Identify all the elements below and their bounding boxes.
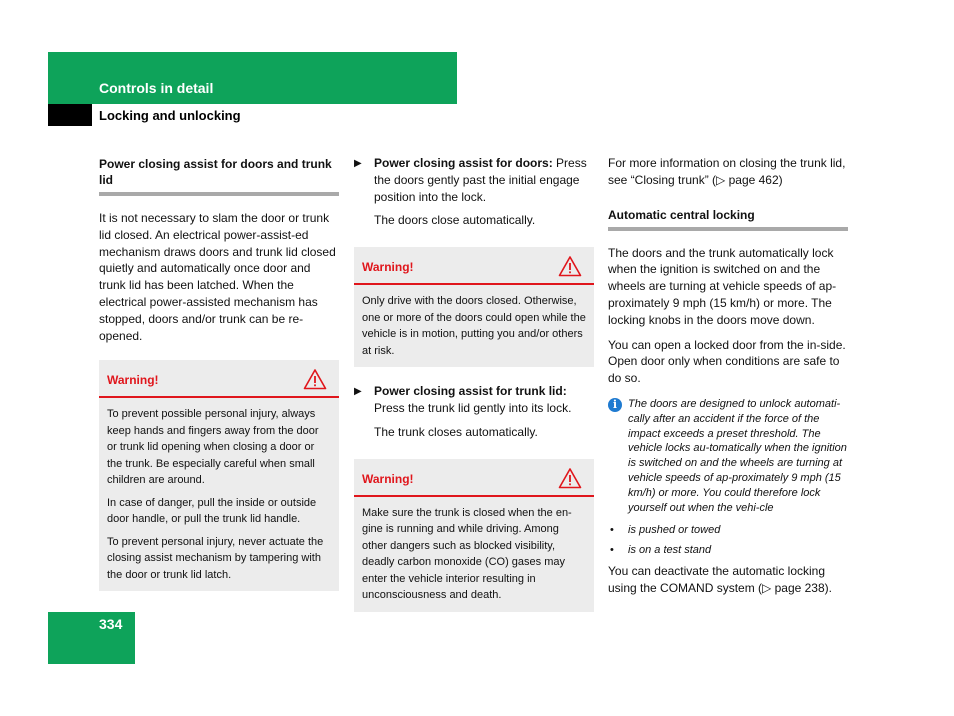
list-item-text: is pushed or towed	[628, 524, 721, 537]
header-black-tab	[48, 104, 92, 126]
step-text: Press the doors gently past the initial engage position into the lock.	[374, 156, 587, 204]
step-result: The doors close automatically.	[374, 213, 536, 228]
column-middle	[354, 155, 594, 612]
section-heading: Power closing assist for doors and trunk lid	[99, 156, 339, 196]
column-left	[99, 155, 339, 591]
warning-text: Make sure the trunk is closed when the en-gine is running and while driving. Among other dangers such as blocked visibility, deadly carbon monoxide (CO) gases may enter the vehicle interior resulting in unconsciousness and death.	[362, 506, 572, 602]
section-heading: Automatic central locking	[608, 207, 848, 231]
list-item: • is pushed or towed	[610, 524, 721, 537]
warning-triangle-icon	[558, 255, 582, 277]
info-text: The doors are designed to unlock automati-cally after an accident if the force of the impact exceeds a preset threshold. The vehicle locks au-tomatically when the ignition is switched on and the wheels are turning at vehicle speeds of ap-proximately 9 mph (15 km/h) or more. You could therefore lock yourself out when the vehi-cle	[628, 397, 847, 514]
bullet-list	[608, 523, 848, 557]
step-result: The trunk closes automatically.	[374, 424, 538, 439]
warning-body	[99, 398, 339, 591]
warning-box	[99, 360, 339, 591]
header-green-bar	[48, 52, 457, 104]
warning-header	[354, 247, 594, 285]
warning-triangle-icon	[558, 467, 582, 489]
info-note	[608, 397, 848, 515]
warning-box	[354, 247, 594, 367]
warning-header	[354, 459, 594, 497]
body-paragraph: You can open a locked door from the in-side. Open door only when conditions are safe to do so.	[608, 337, 846, 386]
warning-body	[354, 497, 594, 612]
warning-label: Warning!	[362, 471, 414, 486]
instruction-step	[354, 383, 594, 417]
warning-box	[354, 459, 594, 612]
subsection-title: Locking and unlocking	[99, 108, 241, 123]
step-lead: Power closing assist for trunk lid:	[374, 384, 567, 399]
warning-text: To prevent personal injury, never actuate the closing assist mechanism by tampering with the door or trunk lid latch.	[107, 535, 324, 581]
warning-text: To prevent possible personal injury, always keep hands and fingers away from the door or trunk lid opening when closing a door or the trunk. Be especially careful when small children are around.	[107, 408, 319, 487]
warning-label: Warning!	[107, 373, 159, 388]
instruction-step	[354, 155, 594, 205]
step-lead: Power closing assist for doors:	[374, 156, 553, 170]
step-arrow-icon: ▶	[354, 386, 362, 398]
body-paragraph: It is not necessary to slam the door or trunk lid closed. An electrical power-assist-ed mechanism draws doors and trunk lid closed quietly and automatically once door and trunk lid has been latched. When the electrical power-assisted mechanism has stopped, doors and/or trunk can be re-opened.	[99, 211, 336, 343]
body-paragraph: The doors and the trunk automatically lock when the ignition is switched on and the wheels are turning at vehicle speeds of ap-proximately 9 mph (15 km/h) or more. The locking knobs in the doors move down.	[608, 245, 837, 327]
list-item-text: is on a test stand	[628, 544, 712, 557]
warning-header	[99, 360, 339, 398]
body-paragraph: You can deactivate the automatic locking using the COMAND system (▷ page 238).	[608, 564, 832, 596]
warning-triangle-icon	[303, 368, 327, 390]
list-item: • is on a test stand	[610, 544, 712, 557]
warning-text: Only drive with the doors closed. Otherwise, one or more of the doors could open while the vehicle is in motion, putting you and/or others at risk.	[362, 295, 586, 357]
page-number: 334	[99, 616, 123, 632]
column-right	[608, 155, 848, 597]
info-icon: i	[608, 398, 622, 412]
step-text: Press the trunk lid gently into its lock.	[374, 400, 572, 415]
warning-text: In case of danger, pull the inside or outside door handle, or pull the trunk lid handle.	[107, 496, 317, 526]
warning-label: Warning!	[362, 260, 414, 275]
section-title: Controls in detail	[99, 80, 214, 96]
cross-reference-paragraph: For more information on closing the trunk lid, see “Closing trunk” (▷ page 462)	[608, 156, 846, 187]
step-arrow-icon: ▶	[354, 158, 362, 169]
warning-body	[354, 285, 594, 367]
